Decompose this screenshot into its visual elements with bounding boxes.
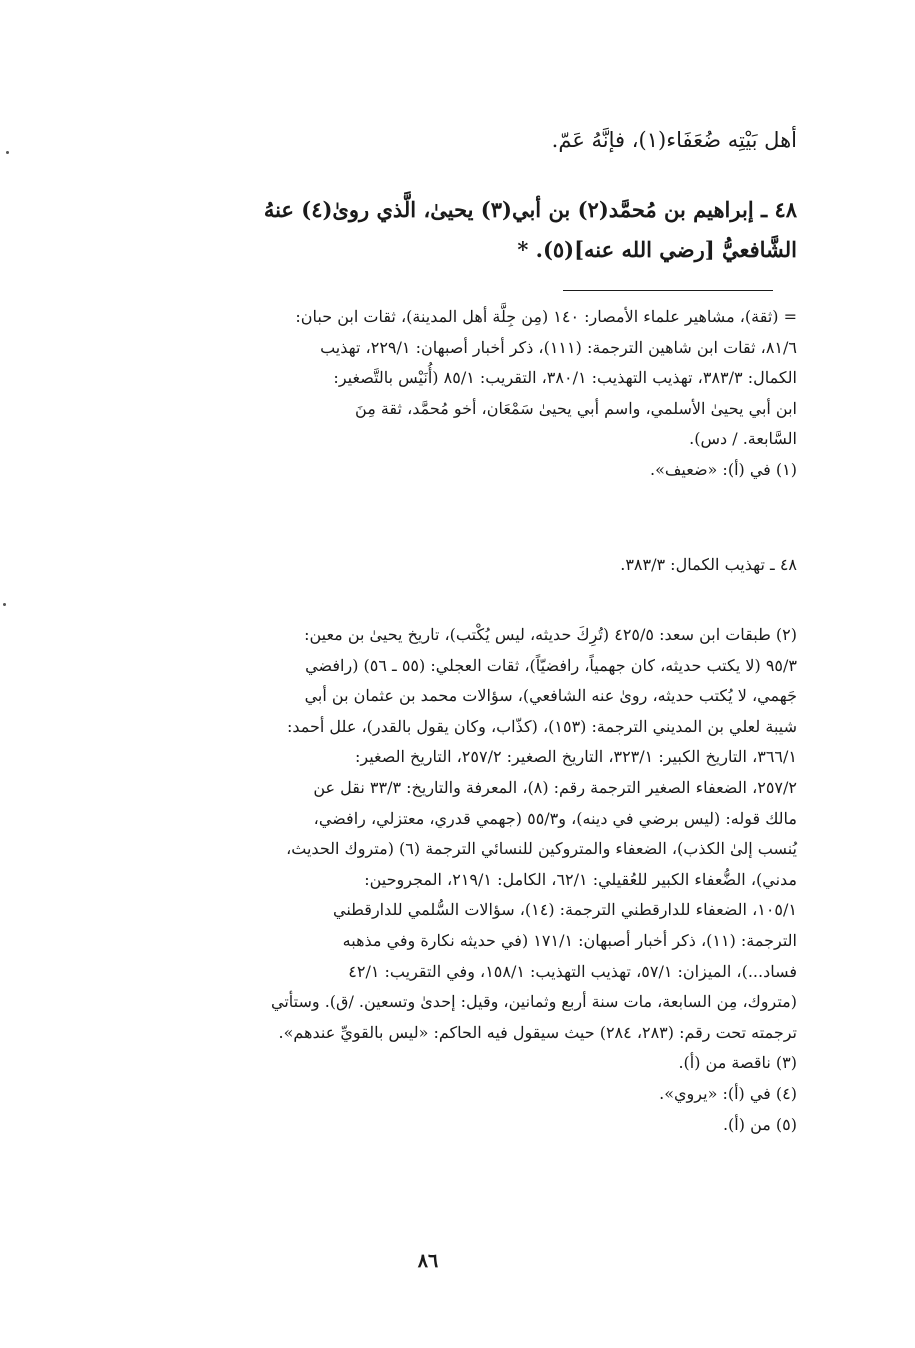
footnote-line: ٩٥/٣ (لا يكتب حديثه، كان جهمياً، رافضيّاً)، ثقات العجلي: (٥٥ ـ ٥٦) (رافضي xyxy=(305,655,797,675)
footnote-line: الترجمة: (١١)، ذكر أخبار أصبهان: ١٧١/١ (في حديثه نكارة وفي مذهبه xyxy=(342,930,797,950)
footnotes-bottom xyxy=(115,620,797,1140)
footnote-line: (٤) في (أ): «يروي». xyxy=(659,1083,797,1103)
footnote-line: جَهمي، لا يُكتب حديثه، روىٰ عنه الشافعي)، سؤالات محمد بن عثمان بن أبي xyxy=(304,686,797,706)
footnote-line: يُنسب إلىٰ الكذب)، الضعفاء والمتروكين للنسائي الترجمة (٦) (متروك الحديث، xyxy=(286,839,797,859)
footnote-line: (٥) من (أ). xyxy=(722,1114,797,1134)
footnote-line: شيبة لعلي بن المديني الترجمة: (١٥٣)، (كذّاب، وكان يقول بالقدر)، علل أحمد: xyxy=(286,716,797,736)
footnote-line: (متروك، مِن السابعة، مات سنة أربع وثمانين، وقيل: إحدىٰ وتسعين. /ق). وستأتي xyxy=(270,992,797,1012)
page-number: ٨٦ xyxy=(417,1250,439,1272)
scan-speck xyxy=(6,151,9,154)
footnote-line: ٣٦٦/١، التاريخ الكبير: ٣٢٣/١، التاريخ الصغير: ٢٥٧/٢، التاريخ الصغير: xyxy=(354,747,797,767)
footnote-line: = (ثقة)، مشاهير علماء الأمصار: ١٤٠ (مِن جِلَّة أهل المدينة)، ثقات ابن حبان: xyxy=(295,307,797,326)
footnote-line: مدني)، الضُّعفاء الكبير للعُقيلي: ٦٢/١، الكامل: ٢١٩/١، المجروحين: xyxy=(364,869,797,889)
main-text xyxy=(115,120,797,160)
footnote-divider xyxy=(563,290,773,291)
entry-48 xyxy=(115,190,797,270)
entry-heading: ٤٨ ـ إبراهيم بن مُحمَّد(٢) بن أبي(٣) يحيىٰ، الَّذي روىٰ(٤) عنهُ xyxy=(263,197,797,222)
footnote-line: (٢) طبقات ابن سعد: ٤٢٥/٥ (تُرِكَ حديثه، ليس يُكْتب)، تاريخ يحيىٰ بن معين: xyxy=(304,625,797,644)
footnote-line: فساد...)، الميزان: ٥٧/١، تهذيب التهذيب: ١٥٨/١، وفي التقريب: ٤٢/١ xyxy=(348,961,797,981)
main-text-line: أهل بَيْتِه ضُعَفَاء(١)، فإنَّهُ عَمّ. xyxy=(551,128,797,152)
footnote-line: ٨١/٦، ثقات ابن شاهين الترجمة: (١١١)، ذكر أخبار أصبهان: ٢٢٩/١، تهذيب xyxy=(320,337,797,357)
footnotes-top xyxy=(115,302,797,486)
footnote-line: (١) في (أ): «ضعيف». xyxy=(649,459,797,479)
footnote-line: الكمال: ٣٨٣/٣، تهذيب التهذيب: ٣٨٠/١، التقريب: ٨٥/١ (أُنَيْس بالتَّصغير: xyxy=(333,368,797,388)
entry-continuation: الشَّافعيُّ [رضي الله عنه](٥). * xyxy=(517,237,797,262)
footnote-line: (٣) ناقصة من (أ). xyxy=(678,1053,797,1073)
footnote-line: مالك قوله: (ليس برضي في دينه)، و٥٥/٣ (جهمي قدري، معتزلي، رافضي، xyxy=(313,808,797,828)
footnote-line: السَّابعة. / دس). xyxy=(689,429,797,449)
footnote-line: ابن أبي يحيىٰ الأسلمي، واسم أبي يحيىٰ سَمْعَان، أخو مُحمَّد، ثقة مِنَ xyxy=(355,398,797,418)
footnote-line: ٢٥٧/٢، الضعفاء الصغير الترجمة رقم: (٨)، المعرفة والتاريخ: ٣٣/٣ نقل عن xyxy=(313,777,797,797)
reference-line xyxy=(115,550,797,581)
reference-text: ٤٨ ـ تهذيب الكمال: ٣٨٣/٣. xyxy=(620,555,797,574)
footnote-line: ١٠٥/١، الضعفاء للدارقطني الترجمة: (١٤)، سؤالات السُّلمي للدارقطني xyxy=(333,900,797,920)
scan-speck xyxy=(3,603,6,606)
footnote-line: ترجمته تحت رقم: (٢٨٣، ٢٨٤) حيث سيقول فيه الحاكم: «ليس بالقويِّ عندهم». xyxy=(278,1022,797,1042)
